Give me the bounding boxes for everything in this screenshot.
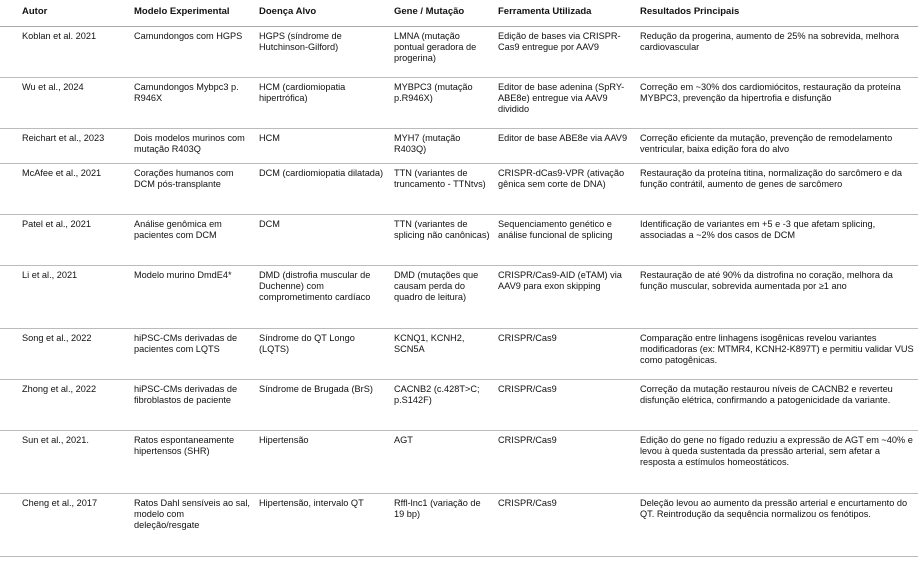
cell-autor: Wu et al., 2024	[0, 78, 130, 129]
header-resultados: Resultados Principais	[636, 0, 918, 27]
cell-modelo: Camundongos com HGPS	[130, 27, 255, 78]
cell-modelo: Corações humanos com DCM pós-transplante	[130, 164, 255, 215]
table-row	[0, 329, 918, 380]
header-row	[0, 0, 918, 27]
cell-ferramenta: Sequenciamento genético e análise funcional de splicing	[494, 215, 636, 266]
table-row	[0, 494, 918, 557]
cell-autor: Sun et al., 2021.	[0, 431, 130, 494]
cell-gene: KCNQ1, KCNH2, SCN5A	[390, 329, 494, 380]
cell-resultados: Comparação entre linhagens isogênicas revelou variantes modificadoras (ex: MTMR4, KCNH2-K897T) e permitiu validar VUS como patogênicas.	[636, 329, 918, 380]
cell-resultados: Restauração da proteína titina, normalização do sarcômero e da função contrátil, aumento de genes de sarcômero	[636, 164, 918, 215]
header-doenca: Doença Alvo	[255, 0, 390, 27]
cell-modelo: Análise genômica em pacientes com DCM	[130, 215, 255, 266]
cell-resultados: Deleção levou ao aumento da pressão arterial e encurtamento do QT. Reintrodução da sequência normalizou os fenótipos.	[636, 494, 918, 557]
cell-resultados: Redução da progerina, aumento de 25% na sobrevida, melhora cardiovascular	[636, 27, 918, 78]
cell-doenca: DCM	[255, 215, 390, 266]
cell-ferramenta: CRISPR-dCas9-VPR (ativação gênica sem corte de DNA)	[494, 164, 636, 215]
cell-autor: Li et al., 2021	[0, 266, 130, 329]
cell-gene: LMNA (mutação pontual geradora de progerina)	[390, 27, 494, 78]
table-row	[0, 215, 918, 266]
table-row	[0, 431, 918, 494]
cell-autor: Song et al., 2022	[0, 329, 130, 380]
cell-ferramenta: Editor de base adenina (SpRY-ABE8e) entregue via AAV9 dividido	[494, 78, 636, 129]
table-row	[0, 380, 918, 431]
cell-doenca: Hipertensão	[255, 431, 390, 494]
cell-ferramenta: CRISPR/Cas9-AID (eTAM) via AAV9 para exon skipping	[494, 266, 636, 329]
cell-doenca: Síndrome do QT Longo (LQTS)	[255, 329, 390, 380]
cell-resultados: Correção da mutação restaurou níveis de CACNB2 e reverteu disfunção elétrica, confirmando a patogenicidade da variante.	[636, 380, 918, 431]
table-row	[0, 129, 918, 164]
cell-ferramenta: CRISPR/Cas9	[494, 494, 636, 557]
cell-doenca: DMD (distrofia muscular de Duchenne) com comprometimento cardíaco	[255, 266, 390, 329]
cell-ferramenta: CRISPR/Cas9	[494, 380, 636, 431]
cell-autor: McAfee et al., 2021	[0, 164, 130, 215]
cell-doenca: Síndrome de Brugada (BrS)	[255, 380, 390, 431]
cell-gene: MYBPC3 (mutação p.R946X)	[390, 78, 494, 129]
cell-resultados: Identificação de variantes em +5 e -3 que afetam splicing, associadas a ~2% dos casos de DCM	[636, 215, 918, 266]
cell-resultados: Correção em ~30% dos cardiomiócitos, restauração da proteína MYBPC3, prevenção da hipertrofia e disfunção	[636, 78, 918, 129]
header-modelo: Modelo Experimental	[130, 0, 255, 27]
table-row	[0, 164, 918, 215]
cell-gene: TTN (variantes de truncamento - TTNtvs)	[390, 164, 494, 215]
header-ferramenta: Ferramenta Utilizada	[494, 0, 636, 27]
cell-gene: CACNB2 (c.428T>C; p.S142F)	[390, 380, 494, 431]
cell-modelo: Ratos espontaneamente hipertensos (SHR)	[130, 431, 255, 494]
table-row	[0, 78, 918, 129]
cell-ferramenta: Edição de bases via CRISPR-Cas9 entregue por AAV9	[494, 27, 636, 78]
cell-modelo: Camundongos Mybpc3 p. R946X	[130, 78, 255, 129]
cell-autor: Patel et al., 2021	[0, 215, 130, 266]
cell-ferramenta: CRISPR/Cas9	[494, 431, 636, 494]
cell-autor: Koblan et al. 2021	[0, 27, 130, 78]
cell-ferramenta: CRISPR/Cas9	[494, 329, 636, 380]
cell-doenca: HGPS (síndrome de Hutchinson-Gilford)	[255, 27, 390, 78]
cell-modelo: hiPSC-CMs derivadas de fibroblastos de paciente	[130, 380, 255, 431]
cell-gene: AGT	[390, 431, 494, 494]
cell-modelo: hiPSC-CMs derivadas de pacientes com LQTS	[130, 329, 255, 380]
cell-modelo: Modelo murino DmdE4*	[130, 266, 255, 329]
header-gene: Gene / Mutação	[390, 0, 494, 27]
header-autor: Autor	[0, 0, 130, 27]
cell-autor: Cheng et al., 2017	[0, 494, 130, 557]
cell-gene: Rffl-lnc1 (variação de 19 bp)	[390, 494, 494, 557]
cell-doenca: HCM	[255, 129, 390, 164]
cell-doenca: DCM (cardiomiopatia dilatada)	[255, 164, 390, 215]
cell-modelo: Ratos Dahl sensíveis ao sal, modelo com deleção/resgate	[130, 494, 255, 557]
cell-resultados: Restauração de até 90% da distrofina no coração, melhora da função muscular, sobrevida aumentada por ≥1 ano	[636, 266, 918, 329]
cell-gene: TTN (variantes de splicing não canônicas)	[390, 215, 494, 266]
cell-doenca: Hipertensão, intervalo QT	[255, 494, 390, 557]
cell-modelo: Dois modelos murinos com mutação R403Q	[130, 129, 255, 164]
cell-doenca: HCM (cardiomiopatia hipertrófica)	[255, 78, 390, 129]
cell-autor: Reichart et al., 2023	[0, 129, 130, 164]
cell-autor: Zhong et al., 2022	[0, 380, 130, 431]
table-row	[0, 27, 918, 78]
cell-resultados: Edição do gene no fígado reduziu a expressão de AGT em ~40% e levou à queda sustentada da pressão arterial, sem afetar a resposta a estímulos homeostáticos.	[636, 431, 918, 494]
cell-resultados: Correção eficiente da mutação, prevenção de remodelamento ventricular, baixa edição fora do alvo	[636, 129, 918, 164]
table-row	[0, 266, 918, 329]
cell-gene: MYH7 (mutação R403Q)	[390, 129, 494, 164]
cell-ferramenta: Editor de base ABE8e via AAV9	[494, 129, 636, 164]
cell-gene: DMD (mutações que causam perda do quadro de leitura)	[390, 266, 494, 329]
